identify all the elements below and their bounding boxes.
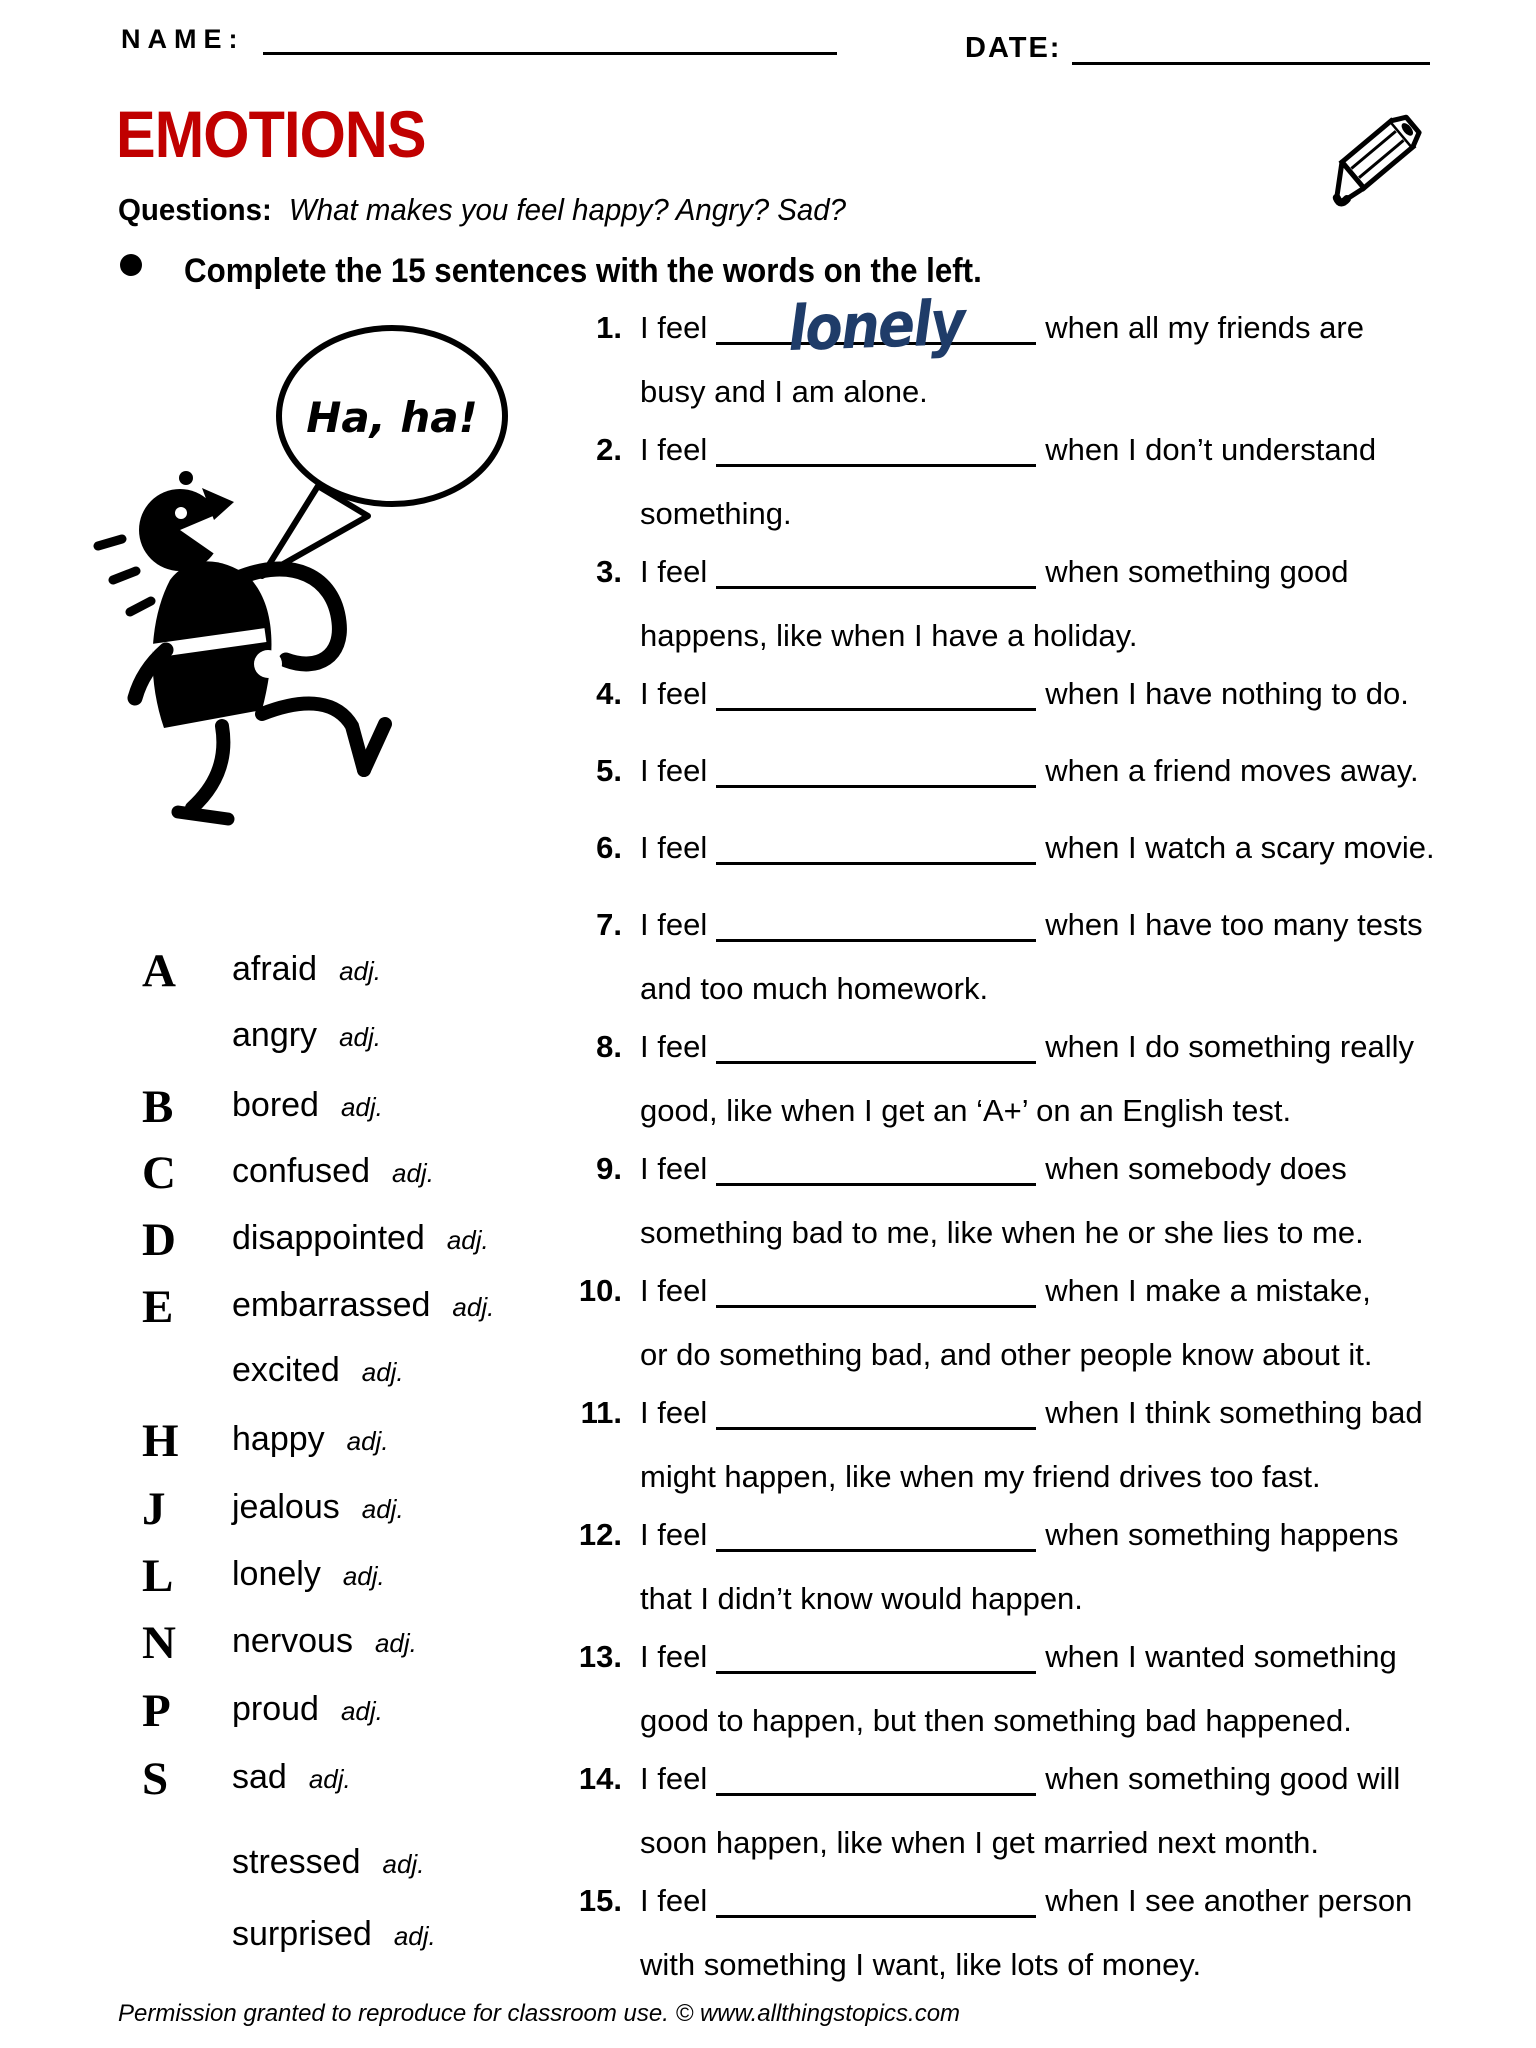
word-pos-label: adj. — [346, 1426, 389, 1456]
sentence-line1 — [640, 285, 1364, 366]
sentence-line2: that I didn’t know would happen. — [640, 1581, 1083, 1616]
answer-blank — [716, 1885, 1036, 1918]
answer-blank — [716, 678, 1036, 711]
word-pos-label: adj. — [339, 956, 381, 986]
questions-label: Questions: — [118, 192, 272, 227]
word-letter: J — [142, 1483, 166, 1535]
word-pos-label: adj. — [374, 1628, 417, 1658]
sentence-number: 3. — [596, 554, 622, 589]
sentence-line1 — [640, 830, 1435, 866]
sentence-number: 9. — [596, 1151, 622, 1186]
sentence-line2: busy and I am alone. — [640, 374, 928, 409]
answer-blank — [716, 1641, 1036, 1674]
sentence-number: 1. — [596, 310, 622, 345]
word-pos-label: adj. — [392, 1158, 434, 1188]
name-label: NAME: — [121, 24, 245, 54]
word-text: embarrassed — [232, 1286, 431, 1324]
word-text: angry — [232, 1016, 318, 1054]
word-text: nervous — [232, 1622, 353, 1660]
sentence-number: 4. — [596, 676, 622, 711]
word-text: stressed — [232, 1843, 361, 1881]
word-list-item — [142, 945, 381, 997]
sentence-number: 13. — [578, 1639, 622, 1674]
answer-blank — [716, 1031, 1036, 1064]
sentence-rest: when something good will — [1045, 1761, 1401, 1796]
handwritten-answer: lonely — [787, 285, 966, 366]
answer-blank — [716, 909, 1036, 942]
questions-text: What makes you feel happy? Angry? Sad? — [288, 192, 847, 227]
sentence-lead: I feel — [640, 1517, 708, 1552]
word-list-item — [142, 1483, 404, 1535]
word-letter: P — [142, 1685, 171, 1737]
sentence-rest: when I have too many tests — [1045, 907, 1423, 942]
sentence-line1 — [640, 1151, 1347, 1187]
word-list-item — [142, 1550, 385, 1602]
sentence-number: 10. — [578, 1273, 622, 1308]
word-list-item — [142, 1214, 489, 1266]
word-list-item — [142, 1081, 383, 1133]
word-text: sad — [232, 1758, 287, 1796]
word-text: happy — [232, 1420, 325, 1458]
sentence-lead: I feel — [640, 1639, 708, 1674]
speech-bubble — [262, 328, 505, 576]
word-letter: E — [142, 1281, 174, 1333]
instruction-text: Complete the 15 sentences with the words on the left. — [184, 252, 982, 290]
word-pos-label: adj. — [342, 1561, 385, 1591]
word-pos-label: adj. — [340, 1092, 383, 1122]
word-pos-label: adj. — [361, 1494, 404, 1524]
sentence-rest: when I don’t understand — [1045, 432, 1377, 467]
word-letter: L — [142, 1550, 174, 1602]
sentence-line1 — [640, 907, 1423, 943]
word-pos-label: adj. — [452, 1292, 495, 1322]
sentence-lead: I feel — [640, 1761, 708, 1796]
word-letter: N — [142, 1617, 176, 1669]
sentence-line2: or do something bad, and other people know about it. — [640, 1337, 1373, 1372]
word-letter: B — [142, 1081, 174, 1133]
pencil-icon — [1320, 70, 1450, 200]
sentence-line1 — [640, 753, 1419, 789]
sentence-rest: when I think something bad — [1045, 1395, 1423, 1430]
sentence-line2: and too much homework. — [640, 971, 989, 1006]
sentence-line2: good, like when I get an ‘A+’ on an English test. — [640, 1093, 1292, 1128]
footer-text: Permission granted to reproduce for classroom use. © www.allthingstopics.com — [118, 2000, 961, 2027]
word-pos-label: adj. — [361, 1357, 404, 1387]
page-title: EMOTIONS — [116, 97, 426, 171]
answer-blank — [716, 1153, 1036, 1186]
sentence-line1 — [640, 1517, 1399, 1553]
sentence-lead: I feel — [640, 907, 708, 942]
sentence-line2: soon happen, like when I get married next month. — [640, 1825, 1319, 1860]
sentence-line1 — [640, 1883, 1412, 1919]
sentence-number: 7. — [596, 907, 622, 942]
word-letter: H — [142, 1415, 179, 1467]
word-text: disappointed — [232, 1219, 425, 1257]
laughing-figure — [80, 318, 520, 878]
answer-blank — [716, 1275, 1036, 1308]
date-blank-line — [1072, 62, 1430, 65]
word-list-item — [142, 1415, 389, 1467]
word-list-item — [142, 1843, 424, 1882]
sentence-lead: I feel — [640, 1883, 708, 1918]
word-text: afraid — [232, 950, 318, 988]
sentence-rest: when all my friends are — [1045, 310, 1364, 345]
sentence-lead: I feel — [640, 676, 708, 711]
word-letter: C — [142, 1147, 176, 1199]
sentence-lead: I feel — [640, 310, 708, 345]
speech-bubble-text: Ha, ha! — [306, 393, 478, 442]
word-list-item — [142, 1753, 351, 1805]
sentence-line2: with something I want, like lots of money. — [640, 1947, 1202, 1982]
word-pos-label: adj. — [308, 1764, 351, 1794]
sentence-number: 12. — [578, 1517, 622, 1552]
word-pos-label: adj. — [393, 1921, 436, 1951]
word-pos-label: adj. — [446, 1225, 489, 1255]
answer-blank — [716, 556, 1036, 589]
answer-blank — [716, 755, 1036, 788]
sentence-number: 11. — [580, 1395, 622, 1430]
sentence-lead: I feel — [640, 830, 708, 865]
word-letter: S — [142, 1753, 169, 1805]
sentence-rest: when I do something really — [1045, 1029, 1414, 1064]
sentence-rest: when I make a mistake, — [1045, 1273, 1371, 1308]
word-list-item — [142, 1351, 404, 1390]
answer-blank — [716, 1397, 1036, 1430]
word-text: surprised — [232, 1915, 372, 1953]
word-text: bored — [232, 1086, 319, 1124]
word-list-item — [142, 1685, 383, 1737]
word-list-item — [142, 1147, 434, 1199]
sentence-rest: when somebody does — [1045, 1151, 1347, 1186]
sentence-line1 — [640, 432, 1376, 468]
word-letter: D — [142, 1214, 176, 1266]
answer-blank — [716, 1519, 1036, 1552]
sentence-number: 8. — [596, 1029, 622, 1064]
sentence-lead: I feel — [640, 1029, 708, 1064]
word-pos-label: adj. — [339, 1022, 381, 1052]
sentence-lead: I feel — [640, 1273, 708, 1308]
sentence-line1 — [640, 1395, 1423, 1431]
sentence-rest: when I see another person — [1045, 1883, 1413, 1918]
sentence-rest: when I wanted something — [1045, 1639, 1397, 1674]
sentence-lead: I feel — [640, 432, 708, 467]
questions-row — [118, 192, 846, 228]
word-list-item — [142, 1016, 381, 1055]
sentence-lead: I feel — [640, 1151, 708, 1186]
sentence-line2: might happen, like when my friend drives too fast. — [640, 1459, 1321, 1494]
word-list-item — [142, 1617, 417, 1669]
sentence-number: 6. — [596, 830, 622, 865]
sentence-line2: something bad to me, like when he or she lies to me. — [640, 1215, 1364, 1250]
sentence-line2: something. — [640, 496, 792, 531]
instruction-row — [120, 252, 1051, 291]
sentence-line1 — [640, 1273, 1371, 1309]
sentence-number: 2. — [596, 432, 622, 467]
answer-blank — [716, 832, 1036, 865]
sentence-line1 — [640, 1761, 1400, 1797]
word-text: excited — [232, 1351, 340, 1389]
sentence-line1 — [640, 1639, 1397, 1675]
sentence-rest: when something happens — [1045, 1517, 1399, 1552]
word-pos-label: adj. — [340, 1696, 383, 1726]
answer-blank — [716, 434, 1036, 467]
sentence-lead: I feel — [640, 753, 708, 788]
sentence-lead: I feel — [640, 554, 708, 589]
sentence-number: 15. — [578, 1883, 622, 1918]
answer-blank — [716, 285, 1036, 366]
answer-blank — [716, 1763, 1036, 1796]
sentence-number: 14. — [578, 1761, 622, 1796]
sentence-line2: good to happen, but then something bad happened. — [640, 1703, 1352, 1738]
word-pos-label: adj. — [382, 1849, 425, 1879]
word-text: jealous — [232, 1488, 340, 1526]
sentence-line2: happens, like when I have a holiday. — [640, 618, 1138, 653]
bullet-icon — [120, 254, 142, 276]
date-label: DATE: — [965, 32, 1062, 64]
word-text: lonely — [232, 1555, 321, 1593]
sentence-rest: when a friend moves away. — [1045, 753, 1419, 788]
sentence-line1 — [640, 676, 1409, 712]
sentence-number: 5. — [596, 753, 622, 788]
sentence-rest: when I watch a scary movie. — [1045, 830, 1435, 865]
name-blank-line — [263, 52, 837, 55]
sentence-lead: I feel — [640, 1395, 708, 1430]
word-letter: A — [142, 945, 176, 997]
word-list-item — [142, 1281, 495, 1333]
sentence-line1 — [640, 1029, 1414, 1065]
sentence-line1 — [640, 554, 1349, 590]
sentence-rest: when something good — [1045, 554, 1349, 589]
word-list-item — [142, 1915, 436, 1954]
word-text: confused — [232, 1152, 370, 1190]
sentence-rest: when I have nothing to do. — [1045, 676, 1409, 711]
word-text: proud — [232, 1690, 319, 1728]
